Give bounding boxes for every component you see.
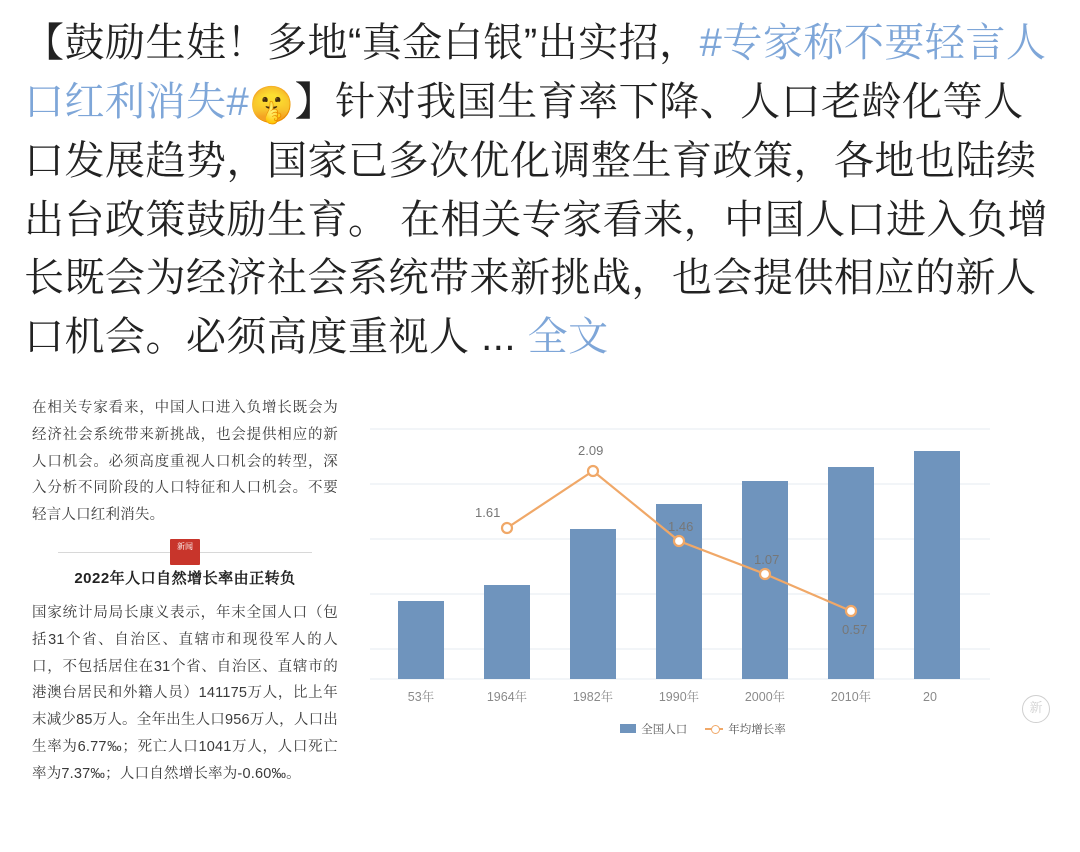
weibo-post (0, 0, 1080, 367)
svg-text:2010年: 2010年 (830, 689, 872, 704)
legend-item-line (705, 721, 786, 737)
post-text-part-1: 【鼓励生娃！多地“真金白银”出实招， (24, 21, 700, 65)
card-text-column (24, 389, 344, 798)
post-text (24, 14, 1056, 367)
svg-text:2000年: 2000年 (744, 689, 786, 704)
legend-line-swatch-icon (705, 724, 723, 733)
svg-text:1982年: 1982年 (572, 689, 614, 704)
svg-text:0.57: 0.57 (842, 621, 868, 637)
svg-text:20: 20 (923, 689, 937, 704)
chart-svg (350, 389, 1010, 719)
svg-text:2.09: 2.09 (578, 442, 604, 458)
svg-text:1.46: 1.46 (668, 518, 694, 534)
legend-item-bar (620, 721, 687, 737)
legend-line-label: 年均增长率 (728, 723, 786, 736)
chart-x-labels (408, 689, 937, 704)
card-divider (32, 539, 338, 565)
card-lead-paragraph: 在相关专家看来，中国人口进入负增长既会为经济社会系统带来新挑战，也会提供相应的新人口机会。必须高度重视人口机会的转型，深入分析不同阶段的人口特征和人口机会。不要轻言人口红利消失。 (32, 399, 338, 524)
chart-legend (350, 721, 1056, 737)
legend-bar-swatch-icon (620, 724, 636, 733)
news-seal-icon: 新闻 (170, 539, 200, 565)
full-text-link[interactable]: 全文 (527, 315, 609, 360)
legend-bar-label: 全国人口 (641, 723, 688, 736)
svg-text:1990年: 1990年 (658, 689, 700, 704)
attached-news-card[interactable] (0, 389, 1080, 808)
card-body-paragraph: 国家统计局局长康义表示，年末全国人口（包括31个省、自治区、直辖市和现役军人的人口，不包括居住在31个省、自治区、直辖市的港澳台居民和外籍人员）141175万人，比上年末减少85万人。全年出生人口956万人，人口出生率为6.77‰；死亡人口1041万人，人口死亡率为7.37‰；人口自然增长率为-0.60‰。 (32, 604, 338, 782)
svg-text:1.07: 1.07 (754, 551, 780, 567)
population-chart (350, 389, 1056, 736)
card-subtitle: 2022年人口自然增长率由正转负 (74, 569, 296, 587)
svg-text:53年: 53年 (407, 689, 435, 704)
post-text-part-2: 】针对我国生育率下降、人口老龄化等人口发展趋势，国家已多次优化调整生育政策，各地也陆续出台政策鼓励生育。 在相关专家看来，中国人口进入负增长既会为经济社会系统带来新挑战，也会提供相应的新人口机会。必须高度重视人 ... (24, 79, 1049, 360)
svg-text:1964年: 1964年 (486, 689, 528, 704)
svg-text:1.61: 1.61 (475, 504, 501, 520)
watermark-icon: 新 (1022, 695, 1050, 723)
shush-face-emoji: 🤫 (249, 83, 295, 125)
chart-column (344, 389, 1056, 736)
post-topic-link[interactable]: #专家称不要轻言人口红利消失# (24, 21, 1047, 124)
